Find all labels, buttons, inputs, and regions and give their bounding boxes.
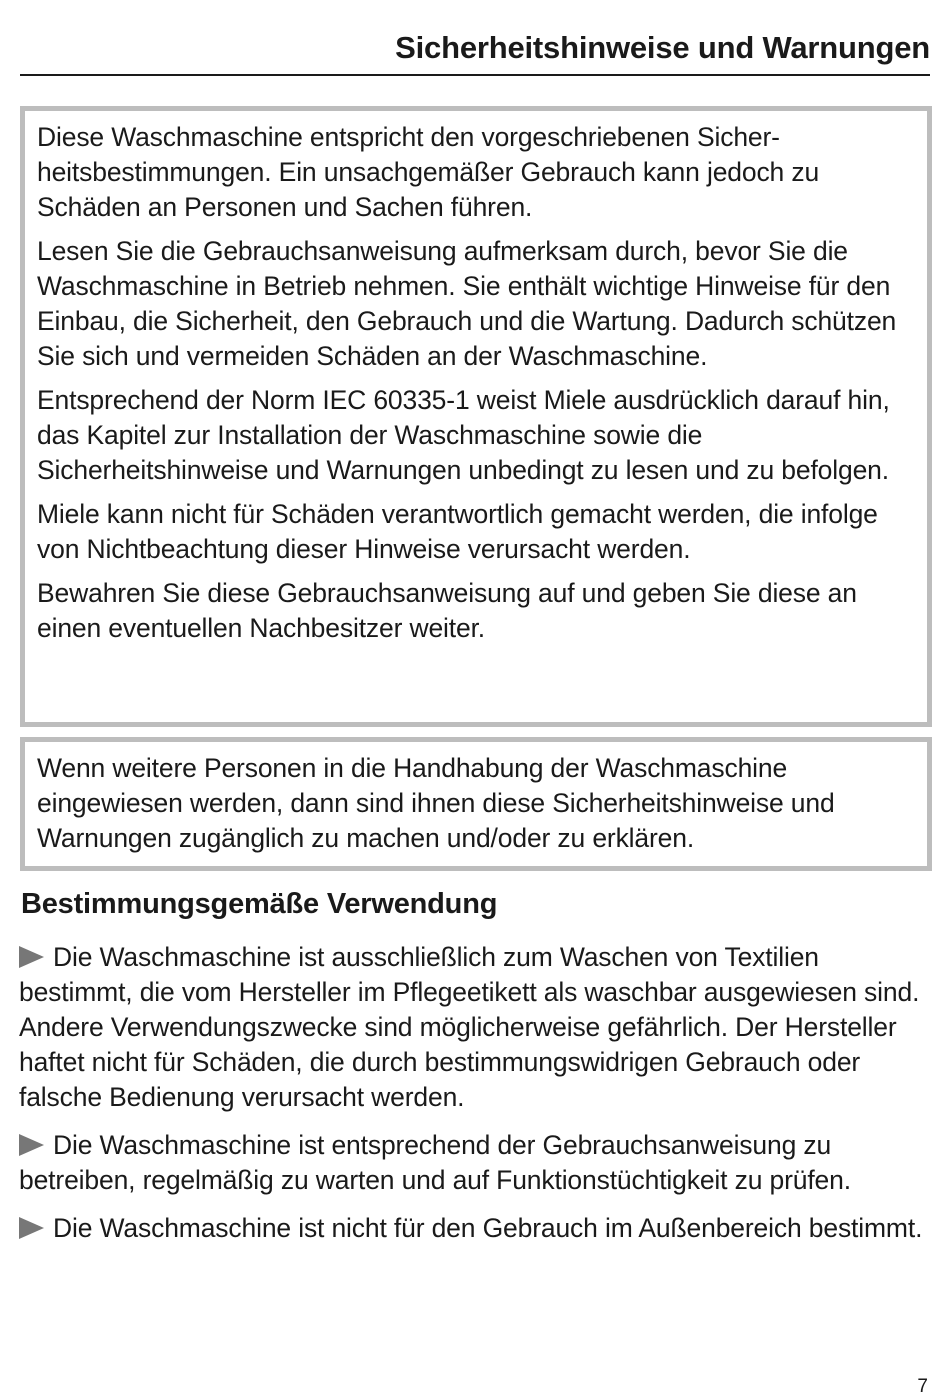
section-heading: Bestimmungsgemäße Verwendung (21, 888, 498, 920)
notice-paragraph: Lesen Sie die Gebrauchsanweisung aufmerksam durch, bevor Sie die Waschmaschine in Betrieb nehmen. Sie enthält wichtige Hinweise für den Einbau, die Sicherheit, den Gebrauch und die Wartung. Dadurch schützen Sie sich und vermeiden Schäden an der Waschmaschine. (37, 236, 897, 371)
list-item (19, 940, 929, 1115)
list-item (19, 1211, 929, 1246)
notice-paragraph: Wenn weitere Personen in die Handhabung der Waschmaschine eingewiesen werden, dann sind ihnen diese Sicherheitshinweise und Warnungen zugänglich zu machen und/oder zu erklären. (37, 753, 835, 853)
page-title: Sicherheitshinweise und Warnungen (395, 30, 930, 65)
triangle-bullet-icon (19, 1217, 44, 1239)
notice-paragraph: Diese Waschmaschine entspricht den vorgeschriebenen Sicherheitsbestimmungen. Ein unsachgemäßer Gebrauch kann jedoch zu Schäden an Personen und Sachen führen. (37, 122, 820, 222)
page-number: 7 (917, 1376, 928, 1397)
list-item-text: Die Waschmaschine ist ausschließlich zum Waschen von Textilien bestimmt, die vom Hersteller im Pflegeetikett als waschbar ausgewiesen sind. Andere Verwendungszwecke sind möglicherweise gefährlich. Der Hersteller haftet nicht für Schäden, die durch bestimmungswidrigen Gebrauch oder falsche Bedienung verursacht werden. (19, 942, 920, 1112)
triangle-bullet-icon (19, 946, 44, 968)
notice-paragraph: Bewahren Sie diese Gebrauchsanweisung auf und geben Sie diese an einen eventuellen Nachbesitzer weiter. (37, 578, 857, 643)
intended-use-list (19, 940, 929, 1259)
notice-paragraph: Miele kann nicht für Schäden verantwortlich gemacht werden, die infolge von Nichtbeachtung dieser Hinweise verursacht werden. (37, 499, 878, 564)
list-item (19, 1128, 929, 1198)
triangle-bullet-icon (19, 1134, 44, 1156)
list-item-text: Die Waschmaschine ist nicht für den Gebrauch im Außenbereich bestimmt. (53, 1213, 923, 1243)
page-header (20, 28, 930, 76)
safety-notice-box (20, 106, 932, 727)
instruction-notice-box (20, 737, 932, 871)
list-item-text: Die Waschmaschine ist entsprechend der Gebrauchsanweisung zu betreiben, regelmäßig zu warten und auf Funktionstüchtigkeit zu prüfen. (19, 1130, 851, 1195)
notice-paragraph: Entsprechend der Norm IEC 60335-1 weist Miele ausdrücklich darauf hin, das Kapitel zur Installation der Waschmaschine sowie die Sicherheitshinweise und Warnungen unbedingt zu lesen und zu befolgen. (37, 385, 890, 485)
